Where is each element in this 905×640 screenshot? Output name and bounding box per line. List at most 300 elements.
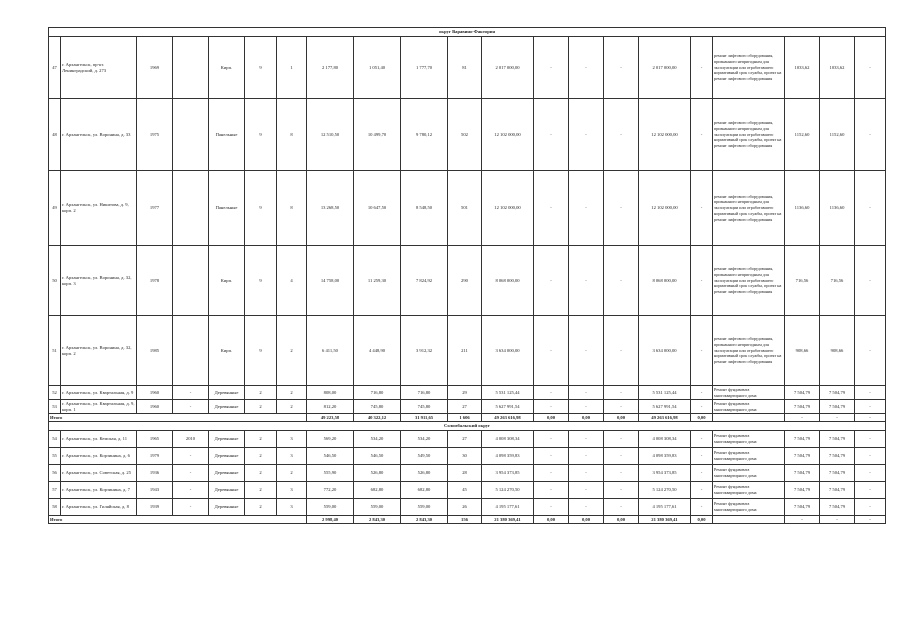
extra-cell: - — [855, 386, 886, 400]
max-unit-cost-cell: 7 504,79 — [820, 448, 855, 465]
residents-cell: 502 — [448, 99, 482, 171]
total-area-cell: 772,20 — [307, 482, 354, 499]
max-unit-cost-cell: 1152,60 — [820, 99, 855, 171]
build-year-cell: 1960 — [137, 400, 173, 414]
area-b-cell: 526,80 — [354, 465, 401, 482]
total-f2-cell: 0,00 — [569, 414, 604, 422]
unit-cost-cell: 1152,60 — [785, 99, 820, 171]
residents-cell: 45 — [448, 482, 482, 499]
fund-1-cell: - — [534, 37, 569, 99]
table-body — [49, 28, 886, 524]
total-f1-cell: 0,00 — [534, 516, 569, 524]
fund-4-cell: 5 531 125,44 — [639, 386, 691, 400]
fund-3-cell: - — [604, 99, 639, 171]
floors-cell: 2 — [245, 448, 277, 465]
row-number: 50 — [49, 246, 61, 316]
fund-5-cell: - — [691, 482, 713, 499]
repair-program-table — [48, 27, 886, 524]
fund-5-cell: - — [691, 246, 713, 316]
fund-3-cell: - — [604, 171, 639, 246]
section-title: округ Варавино-Фактория — [49, 28, 886, 37]
max-unit-cost-cell: 908,66 — [820, 316, 855, 386]
fund-1-cell: - — [534, 316, 569, 386]
address-cell: г. Архангельск, ул. Гиляйская, д. 8 — [61, 499, 137, 516]
entrances-cell: 3 — [277, 431, 307, 448]
floors-cell: 2 — [245, 400, 277, 414]
cost-cell: 2 017 000,00 — [482, 37, 534, 99]
unit-cost-cell: 7 504,79 — [785, 482, 820, 499]
cost-cell: 3 954 373,85 — [482, 465, 534, 482]
renovation-year-cell: 2010 — [173, 431, 209, 448]
renovation-year-cell: - — [173, 386, 209, 400]
fund-4-cell: 5 124 270,50 — [639, 482, 691, 499]
work-type-cell: ремонт лифтового оборудования, признанного непригодным для эксплуатации или отработавшего нормативный срок службы, проект на ремонт лифтового оборудования — [713, 99, 785, 171]
total-work-type-cell — [713, 414, 785, 422]
fund-1-cell: - — [534, 482, 569, 499]
residents-cell: 30 — [448, 448, 482, 465]
extra-cell: - — [855, 316, 886, 386]
total-u3-cell: - — [855, 516, 886, 524]
total-f5-cell: 0,00 — [691, 414, 713, 422]
entrances-cell: 3 — [277, 499, 307, 516]
build-year-cell: 1969 — [137, 37, 173, 99]
entrances-cell: 4 — [277, 246, 307, 316]
unit-cost-cell: 7 504,79 — [785, 431, 820, 448]
total-area-cell: 808,00 — [307, 386, 354, 400]
fund-4-cell: 3 954 373,85 — [639, 465, 691, 482]
floors-cell: 2 — [245, 386, 277, 400]
total-area-cell: 6 411,50 — [307, 316, 354, 386]
total-row — [49, 414, 886, 422]
area-c-cell: 716,80 — [401, 386, 448, 400]
wall-material-cell: Кирп. — [209, 316, 245, 386]
floors-cell: 2 — [245, 431, 277, 448]
fund-3-cell: - — [604, 386, 639, 400]
total-label: Итого — [49, 516, 307, 524]
residents-cell: 501 — [448, 171, 482, 246]
work-type-cell: Ремонт фундамента многоквартирного дома — [713, 499, 785, 516]
fund-1-cell: - — [534, 246, 569, 316]
table-row — [49, 37, 886, 99]
area-c-cell: 534,20 — [401, 431, 448, 448]
cost-cell: 5 531 125,44 — [482, 386, 534, 400]
address-cell: г. Архангельск, ул. Квартальная, д. 9 — [61, 386, 137, 400]
row-number: 57 — [49, 482, 61, 499]
fund-5-cell: - — [691, 171, 713, 246]
fund-5-cell: - — [691, 386, 713, 400]
floors-cell: 2 — [245, 482, 277, 499]
total-area-cell: 555,90 — [307, 465, 354, 482]
floors-cell: 9 — [245, 171, 277, 246]
max-unit-cost-cell: 7 504,79 — [820, 386, 855, 400]
unit-cost-cell: 716,56 — [785, 246, 820, 316]
fund-3-cell: - — [604, 465, 639, 482]
wall-material-cell: Кирп. — [209, 37, 245, 99]
build-year-cell: 1978 — [137, 246, 173, 316]
max-unit-cost-cell: 7 504,79 — [820, 465, 855, 482]
fund-4-cell: 4 008 308,34 — [639, 431, 691, 448]
fund-5-cell: - — [691, 400, 713, 414]
floors-cell: 9 — [245, 37, 277, 99]
fund-4-cell: 3 634 000,00 — [639, 316, 691, 386]
extra-cell: - — [855, 431, 886, 448]
area-b-cell: 682,80 — [354, 482, 401, 499]
cost-cell: 5 124 270,50 — [482, 482, 534, 499]
total-f4-cell: 49 263 616,98 — [639, 414, 691, 422]
entrances-cell: 2 — [277, 386, 307, 400]
wall-material-cell: Деревянные — [209, 400, 245, 414]
area-b-cell: 4 448,90 — [354, 316, 401, 386]
table-row — [49, 499, 886, 516]
renovation-year-cell — [173, 99, 209, 171]
total-area-cell: 559,00 — [307, 499, 354, 516]
total-area-b-cell: 2 843,30 — [354, 516, 401, 524]
table-row — [49, 400, 886, 414]
extra-cell: - — [855, 246, 886, 316]
area-c-cell: 7 824,92 — [401, 246, 448, 316]
fund-4-cell: 2 017 000,00 — [639, 37, 691, 99]
extra-cell: - — [855, 465, 886, 482]
row-number: 54 — [49, 431, 61, 448]
total-residents-cell: 156 — [448, 516, 482, 524]
renovation-year-cell: - — [173, 465, 209, 482]
fund-2-cell: - — [569, 400, 604, 414]
address-cell: г. Архангельск, ул. Квартальная, д. 9, корп. 1 — [61, 400, 137, 414]
total-area-cell: 14 758,00 — [307, 246, 354, 316]
cost-cell: 5 627 991,54 — [482, 400, 534, 414]
renovation-year-cell — [173, 37, 209, 99]
unit-cost-cell: 1136,60 — [785, 171, 820, 246]
area-b-cell: 559,00 — [354, 499, 401, 516]
work-type-cell: Ремонт фундамента многоквартирного дома — [713, 482, 785, 499]
fund-5-cell: - — [691, 465, 713, 482]
renovation-year-cell — [173, 246, 209, 316]
fund-3-cell: - — [604, 499, 639, 516]
build-year-cell: 1939 — [137, 499, 173, 516]
fund-3-cell: - — [604, 37, 639, 99]
row-number: 55 — [49, 448, 61, 465]
entrances-cell: 3 — [277, 448, 307, 465]
total-area-c-cell: 31 911,65 — [401, 414, 448, 422]
fund-2-cell: - — [569, 482, 604, 499]
fund-5-cell: - — [691, 448, 713, 465]
cost-cell: 4 008 308,34 — [482, 431, 534, 448]
max-unit-cost-cell: 1033,62 — [820, 37, 855, 99]
entrances-cell: 2 — [277, 465, 307, 482]
max-unit-cost-cell: 7 504,79 — [820, 400, 855, 414]
fund-2-cell: - — [569, 171, 604, 246]
area-b-cell: 1 051,40 — [354, 37, 401, 99]
area-c-cell: 1 777,70 — [401, 37, 448, 99]
build-year-cell: 1936 — [137, 465, 173, 482]
table-row — [49, 448, 886, 465]
address-cell: г. Архангельск, ул. Советская, д. 25 — [61, 465, 137, 482]
fund-2-cell: - — [569, 37, 604, 99]
work-type-cell: Ремонт фундамента многоквартирного дома — [713, 465, 785, 482]
wall-material-cell: Деревянные — [209, 465, 245, 482]
entrances-cell: 8 — [277, 171, 307, 246]
total-row — [49, 516, 886, 524]
renovation-year-cell — [173, 171, 209, 246]
fund-4-cell: 4 195 177,61 — [639, 499, 691, 516]
unit-cost-cell: 7 504,79 — [785, 448, 820, 465]
fund-4-cell: 8 068 000,00 — [639, 246, 691, 316]
residents-cell: 28 — [448, 465, 482, 482]
fund-1-cell: - — [534, 448, 569, 465]
fund-5-cell: - — [691, 499, 713, 516]
fund-2-cell: - — [569, 448, 604, 465]
total-f2-cell: 0,00 — [569, 516, 604, 524]
address-cell: г. Архангельск, ул. Воронина, д. 32, корп. 3 — [61, 246, 137, 316]
total-area-c-cell: 2 843,30 — [401, 516, 448, 524]
area-c-cell: 745,80 — [401, 400, 448, 414]
fund-4-cell: 4 098 359,83 — [639, 448, 691, 465]
fund-3-cell: - — [604, 448, 639, 465]
build-year-cell: 1985 — [137, 316, 173, 386]
area-c-cell: 3 912,32 — [401, 316, 448, 386]
total-area-total-cell: 49 223,58 — [307, 414, 354, 422]
table-row — [49, 246, 886, 316]
wall-material-cell: Деревянные — [209, 431, 245, 448]
row-number: 51 — [49, 316, 61, 386]
fund-2-cell: - — [569, 316, 604, 386]
cost-cell: 8 068 000,00 — [482, 246, 534, 316]
total-cost-cell: 21 380 369,41 — [482, 516, 534, 524]
work-type-cell: ремонт лифтового оборудования, признанного непригодным для эксплуатации или отработавшего нормативный срок службы, проект на ремонт лифтового оборудования — [713, 37, 785, 99]
address-cell: г. Архангельск, ул. Корзинина, д. 6 — [61, 448, 137, 465]
address-cell: г. Архангельск, ул. Воронина, д. 33 — [61, 99, 137, 171]
fund-1-cell: - — [534, 99, 569, 171]
fund-4-cell: 12 102 000,00 — [639, 99, 691, 171]
total-cost-cell: 49 263 616,98 — [482, 414, 534, 422]
section-header-row — [49, 422, 886, 431]
wall-material-cell: Кирп. — [209, 246, 245, 316]
residents-cell: 27 — [448, 400, 482, 414]
fund-1-cell: - — [534, 400, 569, 414]
renovation-year-cell — [173, 316, 209, 386]
section-header-row — [49, 28, 886, 37]
wall-material-cell: Деревянные — [209, 499, 245, 516]
fund-5-cell: - — [691, 316, 713, 386]
fund-5-cell: - — [691, 37, 713, 99]
renovation-year-cell: - — [173, 448, 209, 465]
extra-cell: - — [855, 482, 886, 499]
address-cell: г. Архангельск, ул. Никитова, д. 9, корп. 2 — [61, 171, 137, 246]
extra-cell: - — [855, 400, 886, 414]
area-b-cell: 10 499,70 — [354, 99, 401, 171]
residents-cell: 81 — [448, 37, 482, 99]
work-type-cell: Ремонт фундамента многоквартирного дома — [713, 431, 785, 448]
fund-2-cell: - — [569, 499, 604, 516]
wall-material-cell: Панельные — [209, 171, 245, 246]
area-b-cell: 546,50 — [354, 448, 401, 465]
address-cell: г. Архангельск, пр-кт. Ленинградский, д. 273 — [61, 37, 137, 99]
floors-cell: 9 — [245, 99, 277, 171]
work-type-cell: ремонт лифтового оборудования, признанного непригодным для эксплуатации или отработавшего нормативный срок службы, проект на ремонт лифтового оборудования — [713, 316, 785, 386]
table-row — [49, 99, 886, 171]
total-area-cell: 812,20 — [307, 400, 354, 414]
fund-2-cell: - — [569, 431, 604, 448]
row-number: 58 — [49, 499, 61, 516]
build-year-cell: 1977 — [137, 171, 173, 246]
extra-cell: - — [855, 448, 886, 465]
total-f5-cell: 0,00 — [691, 516, 713, 524]
wall-material-cell: Деревянные — [209, 448, 245, 465]
max-unit-cost-cell: 1136,60 — [820, 171, 855, 246]
area-c-cell: 549,50 — [401, 448, 448, 465]
floors-cell: 2 — [245, 465, 277, 482]
area-c-cell: 559,00 — [401, 499, 448, 516]
fund-5-cell: - — [691, 431, 713, 448]
total-u1-cell: - — [785, 414, 820, 422]
table-row — [49, 482, 886, 499]
unit-cost-cell: 7 504,79 — [785, 465, 820, 482]
table-row — [49, 316, 886, 386]
fund-2-cell: - — [569, 246, 604, 316]
work-type-cell: ремонт лифтового оборудования, признанного непригодным для эксплуатации или отработавшего нормативный срок службы, проект на ремонт лифтового оборудования — [713, 171, 785, 246]
max-unit-cost-cell: 7 504,79 — [820, 482, 855, 499]
wall-material-cell: Деревянные — [209, 482, 245, 499]
table-row — [49, 386, 886, 400]
row-number: 48 — [49, 99, 61, 171]
total-residents-cell: 1 606 — [448, 414, 482, 422]
total-work-type-cell — [713, 516, 785, 524]
fund-2-cell: - — [569, 386, 604, 400]
unit-cost-cell: 1033,62 — [785, 37, 820, 99]
address-cell: г. Архангельск, ул. Корзинина, д. 7 — [61, 482, 137, 499]
row-number: 52 — [49, 386, 61, 400]
renovation-year-cell: - — [173, 400, 209, 414]
fund-5-cell: - — [691, 99, 713, 171]
entrances-cell: 8 — [277, 99, 307, 171]
build-year-cell: 1965 — [137, 431, 173, 448]
fund-3-cell: - — [604, 400, 639, 414]
build-year-cell: 1975 — [137, 99, 173, 171]
unit-cost-cell: 7 504,79 — [785, 499, 820, 516]
area-b-cell: 745,80 — [354, 400, 401, 414]
cost-cell: 3 634 000,00 — [482, 316, 534, 386]
area-c-cell: 682,80 — [401, 482, 448, 499]
unit-cost-cell: 908,66 — [785, 316, 820, 386]
table-row — [49, 465, 886, 482]
max-unit-cost-cell: 7 504,79 — [820, 431, 855, 448]
fund-3-cell: - — [604, 431, 639, 448]
floors-cell: 9 — [245, 316, 277, 386]
area-b-cell: 534,20 — [354, 431, 401, 448]
fund-1-cell: - — [534, 499, 569, 516]
fund-1-cell: - — [534, 431, 569, 448]
unit-cost-cell: 7 504,79 — [785, 400, 820, 414]
max-unit-cost-cell: 7 504,79 — [820, 499, 855, 516]
total-area-total-cell: 2 998,40 — [307, 516, 354, 524]
row-number: 47 — [49, 37, 61, 99]
row-number: 49 — [49, 171, 61, 246]
build-year-cell: 1960 — [137, 386, 173, 400]
fund-3-cell: - — [604, 316, 639, 386]
fund-4-cell: 12 102 000,00 — [639, 171, 691, 246]
floors-cell: 2 — [245, 499, 277, 516]
total-f4-cell: 21 380 369,41 — [639, 516, 691, 524]
residents-cell: 211 — [448, 316, 482, 386]
fund-1-cell: - — [534, 465, 569, 482]
build-year-cell: 1979 — [137, 448, 173, 465]
fund-2-cell: - — [569, 99, 604, 171]
total-area-cell: 12 510,50 — [307, 99, 354, 171]
extra-cell: - — [855, 171, 886, 246]
row-number: 53 — [49, 400, 61, 414]
area-c-cell: 526,80 — [401, 465, 448, 482]
total-area-b-cell: 40 322,12 — [354, 414, 401, 422]
extra-cell: - — [855, 499, 886, 516]
area-c-cell: 9 780,12 — [401, 99, 448, 171]
total-f3-cell: 0,00 — [604, 414, 639, 422]
total-f3-cell: 0,00 — [604, 516, 639, 524]
table-row — [49, 171, 886, 246]
work-type-cell: ремонт лифтового оборудования, признанного непригодным для эксплуатации или отработавшего нормативный срок службы, проект на ремонт лифтового оборудования — [713, 246, 785, 316]
fund-4-cell: 5 627 991,54 — [639, 400, 691, 414]
fund-2-cell: - — [569, 465, 604, 482]
section-title: Соломбальский округ — [49, 422, 886, 431]
residents-cell: 26 — [448, 499, 482, 516]
row-number: 56 — [49, 465, 61, 482]
total-area-cell: 13 268,50 — [307, 171, 354, 246]
work-type-cell: Ремонт фундамента многоквартирного дома — [713, 400, 785, 414]
fund-3-cell: - — [604, 482, 639, 499]
total-label: Итого — [49, 414, 307, 422]
floors-cell: 9 — [245, 246, 277, 316]
total-f1-cell: 0,00 — [534, 414, 569, 422]
wall-material-cell: Деревянные — [209, 386, 245, 400]
unit-cost-cell: 7 504,79 — [785, 386, 820, 400]
entrances-cell: 3 — [277, 482, 307, 499]
cost-cell: 12 102 000,00 — [482, 99, 534, 171]
residents-cell: 27 — [448, 431, 482, 448]
total-area-cell: 569,20 — [307, 431, 354, 448]
renovation-year-cell: - — [173, 499, 209, 516]
total-u2-cell: - — [820, 414, 855, 422]
entrances-cell: 2 — [277, 400, 307, 414]
area-b-cell: 10 647,50 — [354, 171, 401, 246]
total-area-cell: 546,50 — [307, 448, 354, 465]
total-area-cell: 2 177,80 — [307, 37, 354, 99]
total-u3-cell: - — [855, 414, 886, 422]
extra-cell: - — [855, 99, 886, 171]
area-b-cell: 11 259,30 — [354, 246, 401, 316]
total-u1-cell: - — [785, 516, 820, 524]
renovation-year-cell: - — [173, 482, 209, 499]
max-unit-cost-cell: 716,56 — [820, 246, 855, 316]
extra-cell: - — [855, 37, 886, 99]
table-row — [49, 431, 886, 448]
entrances-cell: 2 — [277, 316, 307, 386]
build-year-cell: 1943 — [137, 482, 173, 499]
fund-1-cell: - — [534, 171, 569, 246]
address-cell: г. Архангельск, ул. Воронина, д. 32, корп. 2 — [61, 316, 137, 386]
residents-cell: 290 — [448, 246, 482, 316]
cost-cell: 4 098 359,83 — [482, 448, 534, 465]
residents-cell: 29 — [448, 386, 482, 400]
area-c-cell: 8 548,50 — [401, 171, 448, 246]
wall-material-cell: Панельные — [209, 99, 245, 171]
area-b-cell: 716,80 — [354, 386, 401, 400]
fund-3-cell: - — [604, 246, 639, 316]
total-u2-cell: - — [820, 516, 855, 524]
cost-cell: 4 195 177,61 — [482, 499, 534, 516]
address-cell: г. Архангельск, ул. Кемская, д. 11 — [61, 431, 137, 448]
work-type-cell: Ремонт фундамента многоквартирного дома — [713, 448, 785, 465]
fund-1-cell: - — [534, 386, 569, 400]
cost-cell: 12 102 000,00 — [482, 171, 534, 246]
